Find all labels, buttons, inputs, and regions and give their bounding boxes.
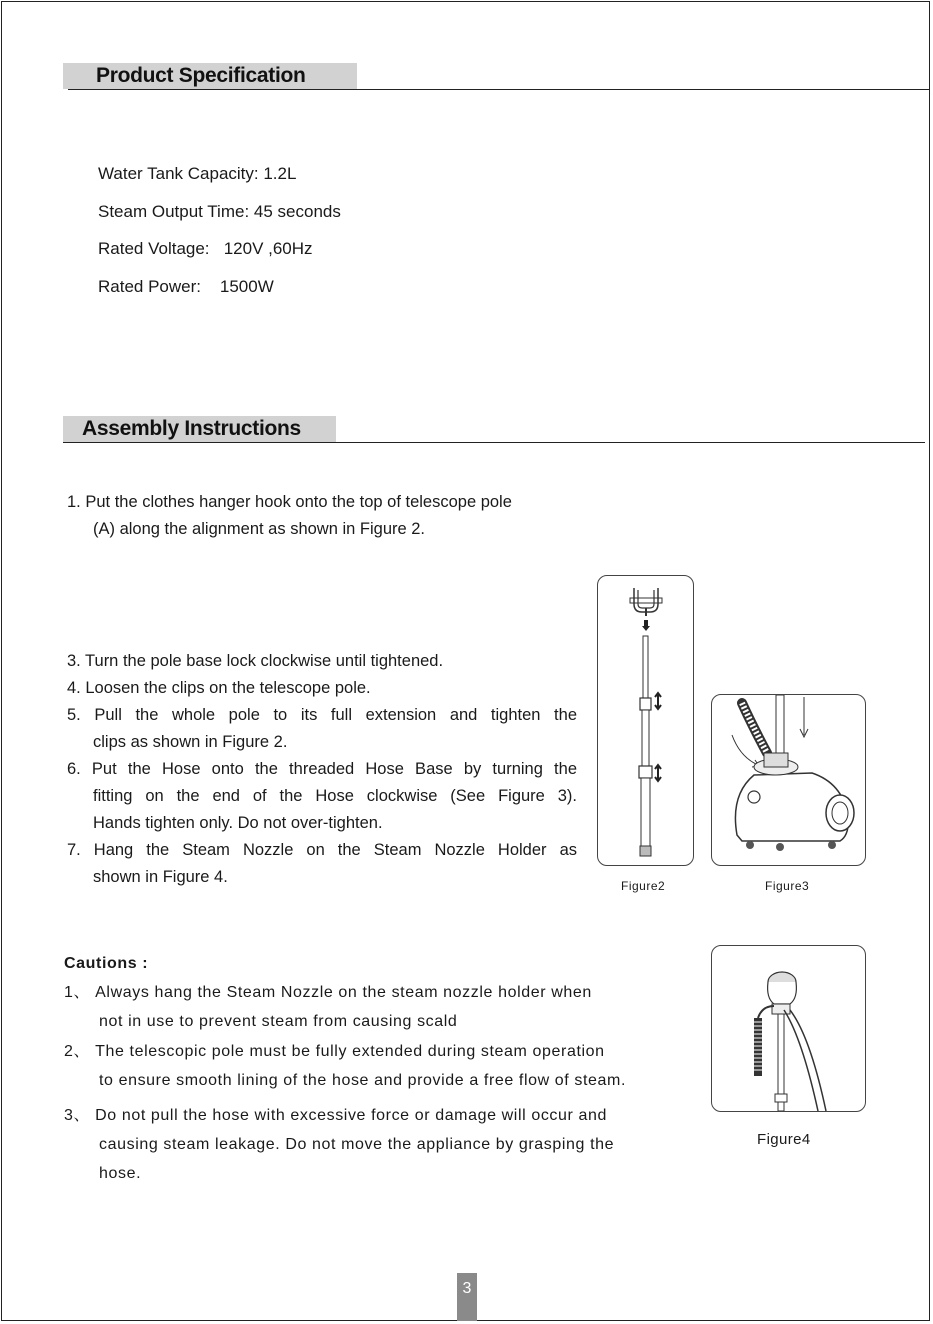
figure-2-illustration: [597, 575, 694, 866]
caution-2: [64, 1037, 626, 1095]
assembly-heading: Assembly Instructions: [63, 416, 336, 442]
caution-2-line-2: to ensure smooth lining of the hose and provide a free flow of steam.: [99, 1072, 627, 1089]
spec-item-power: Rated Power: 1500W: [98, 277, 274, 296]
steamer-base-drawing: [712, 695, 865, 865]
assembly-rule: [63, 442, 925, 443]
spec-item-steam-time: Steam Output Time: 45 seconds: [98, 202, 341, 221]
step-5-line-1: 5. Pull the whole pole to its full extension and tighten the: [67, 706, 577, 724]
spec-heading: Product Specification: [63, 63, 357, 89]
page-number: 3: [457, 1273, 477, 1321]
figure-4-illustration: [711, 945, 866, 1112]
step-1-line-1: 1. Put the clothes hanger hook onto the top of telescope pole: [67, 493, 512, 511]
cautions-heading: Cautions :: [64, 955, 149, 972]
telescope-pole-drawing: [598, 576, 693, 865]
nozzle-holder-drawing: [712, 946, 865, 1111]
step-7-line-1: 7. Hang the Steam Nozzle on the Steam Nozzle Holder as: [67, 841, 577, 859]
figure-4-caption: Figure4: [757, 1131, 811, 1148]
spec-item-capacity: Water Tank Capacity: 1.2L: [98, 164, 297, 183]
figure-2-caption: Figure2: [621, 879, 666, 893]
step-4: 4. Loosen the clips on the telescope pole.: [67, 679, 371, 697]
caution-1-line-1: 1、 Always hang the Steam Nozzle on the steam nozzle holder when: [64, 984, 592, 1001]
caution-3: [64, 1101, 614, 1188]
caution-3-line-3: hose.: [99, 1165, 142, 1182]
caution-3-line-1: 3、 Do not pull the hose with excessive force or damage will occur and: [64, 1107, 607, 1124]
step-7-line-2: shown in Figure 4.: [93, 868, 228, 886]
step-6-line-2: fitting on the end of the Hose clockwise (See Figure 3).: [93, 787, 577, 805]
figure-3-illustration: [711, 694, 866, 866]
step-6-line-1: 6. Put the Hose onto the threaded Hose Base by turning the: [67, 760, 577, 778]
caution-2-line-1: 2、 The telescopic pole must be fully extended during steam operation: [64, 1043, 605, 1060]
caution-1-line-2: not in use to prevent steam from causing scald: [99, 1013, 458, 1030]
assembly-step-1: [67, 489, 577, 543]
assembly-steps-3-7: [67, 648, 577, 891]
step-5-line-2: clips as shown in Figure 2.: [93, 733, 288, 751]
step-3: 3. Turn the pole base lock clockwise until tightened.: [67, 652, 444, 670]
step-1-line-2: (A) along the alignment as shown in Figure 2.: [93, 520, 426, 538]
spec-rule: [68, 89, 930, 90]
spec-item-voltage: Rated Voltage: 120V ,60Hz: [98, 239, 313, 258]
caution-1: [64, 978, 592, 1036]
caution-3-line-2: causing steam leakage. Do not move the appliance by grasping the: [99, 1136, 615, 1153]
step-6-line-3: Hands tighten only. Do not over-tighten.: [93, 814, 383, 832]
figure-3-caption: Figure3: [765, 879, 810, 893]
